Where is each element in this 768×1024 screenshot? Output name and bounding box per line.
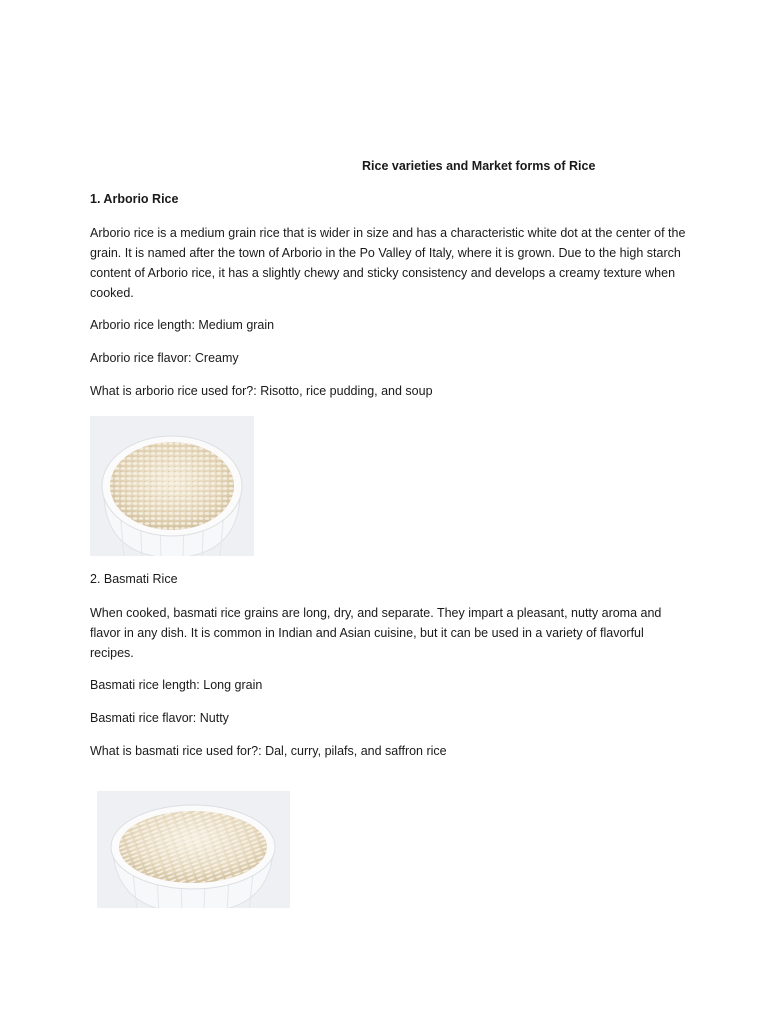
section-heading-arborio: 1. Arborio Rice <box>90 192 179 206</box>
arborio-length: Arborio rice length: Medium grain <box>90 318 275 332</box>
section-paragraph-arborio: Arborio rice is a medium grain rice that is wider in size and has a characteristic white dot at the center of the grain. It is named after the town of Arborio in the Po Valley of Italy, where it is grown. Due to the high starch content of Arborio rice, it has a slightly chewy and sticky consistency and develops a creamy texture when cooked. <box>90 226 686 300</box>
arborio-flavor: Arborio rice flavor: Creamy <box>90 351 239 365</box>
basmati-rice-photo <box>97 791 290 908</box>
arborio-uses: What is arborio rice used for?: Risotto, rice pudding, and soup <box>90 384 433 398</box>
section-paragraph-basmati: When cooked, basmati rice grains are long, dry, and separate. They impart a pleasant, nutty aroma and flavor in any dish. It is common in Indian and Asian cuisine, but it can be used in a variety of flavorful recipes. <box>90 606 662 660</box>
document-title: Rice varieties and Market forms of Rice <box>362 159 596 173</box>
basmati-flavor: Basmati rice flavor: Nutty <box>90 711 229 725</box>
basmati-length: Basmati rice length: Long grain <box>90 678 263 692</box>
section-heading-basmati: 2. Basmati Rice <box>90 572 178 586</box>
arborio-rice-photo <box>90 416 254 556</box>
basmati-uses: What is basmati rice used for?: Dal, curry, pilafs, and saffron rice <box>90 744 447 758</box>
